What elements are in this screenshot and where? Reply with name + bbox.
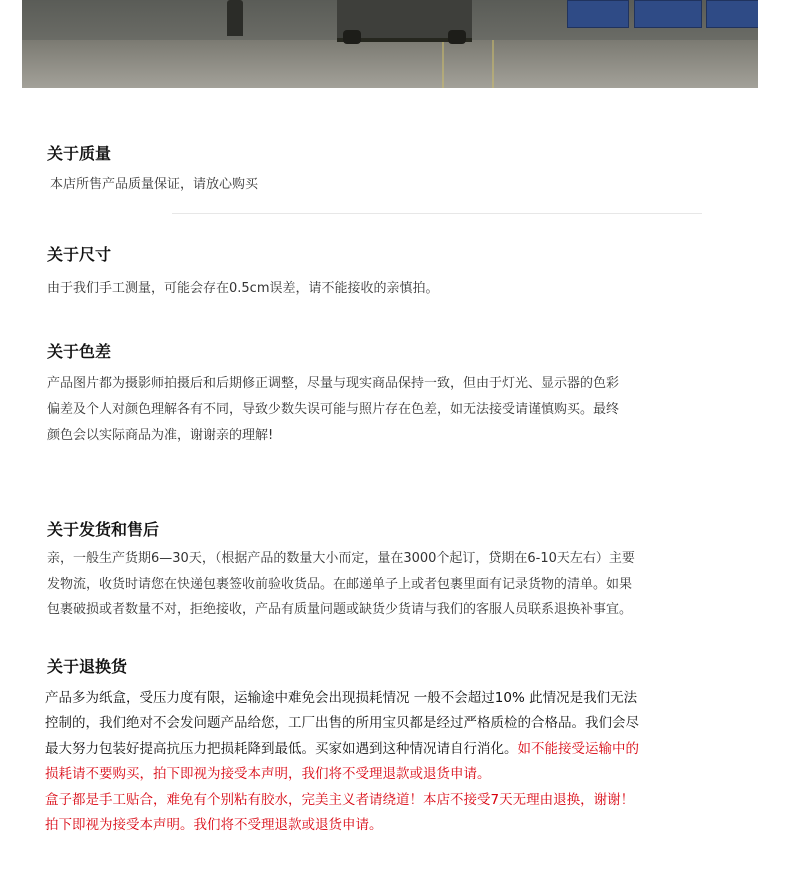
quality-text: 本店所售产品质量保证，请放心购买 <box>50 177 259 192</box>
returns-warning-text: 如不能接受运输中的 <box>517 741 639 757</box>
shipping-text-line: 亲，一般生产货期6—30天，（根据产品的数量大小而定，量在3000个起订，贷期在6-10天左右）主要 <box>47 551 635 566</box>
shipping-heading: 关于发货和售后 <box>47 520 160 539</box>
returns-warning-line: 盒子都是手工贴合，难免有个别粘有胶水，完美主义者请绕道！本店不接受7天无理由退换，谢谢！ <box>45 792 635 808</box>
returns-text-line <box>45 737 639 763</box>
returns-text-plain: 最大努力包装好提高抗压力把损耗降到最低。买家如遇到这种情况请自行消化。 <box>45 741 518 757</box>
warehouse-photo <box>22 0 758 88</box>
returns-text-line: 产品多为纸盒，受压力度有限，运输途中难免会出现损耗情况 一般不会超过10% 此情况是我们无法 <box>45 690 638 706</box>
color-heading: 关于色差 <box>47 342 112 361</box>
section-divider <box>172 213 702 214</box>
shipping-text-line: 发物流，收货时请您在快递包裹签收前验收货品。在邮递单子上或者包裹里面有记录货物的清单。如果 <box>47 577 633 592</box>
photo-floor <box>22 40 758 88</box>
photo-truck <box>337 0 472 42</box>
returns-warning-line: 损耗请不要购买，拍下即视为接受本声明，我们将不受理退款或退货申请。 <box>45 766 491 782</box>
returns-heading: 关于退换货 <box>47 657 128 676</box>
color-text-line: 产品图片都为摄影师拍摄后和后期修正调整，尽量与现实商品保持一致，但由于灯光、显示器的色彩 <box>47 376 620 391</box>
photo-crate <box>706 0 758 28</box>
shipping-text-line: 包裹破损或者数量不对，拒绝接收，产品有质量问题或缺货少货请与我们的客服人员联系退换补事宜。 <box>47 602 633 617</box>
returns-text-line: 控制的，我们绝对不会发问题产品给您，工厂出售的所用宝贝都是经过严格质检的合格品。我们会尽 <box>45 715 639 731</box>
size-heading: 关于尺寸 <box>47 245 112 264</box>
quality-heading: 关于质量 <box>47 144 112 163</box>
photo-floor-stripe <box>442 40 444 88</box>
photo-worker <box>227 0 243 36</box>
size-text: 由于我们手工测量，可能会存在0.5cm误差，请不能接收的亲慎拍。 <box>47 281 439 296</box>
photo-crate <box>567 0 629 28</box>
returns-warning-line: 拍下即视为接受本声明。我们将不受理退款或退货申请。 <box>45 817 383 833</box>
photo-floor-stripe <box>492 40 494 88</box>
color-text-line: 偏差及个人对颜色理解各有不同，导致少数失误可能与照片存在色差，如无法接受请谨慎购买。最终 <box>47 402 620 417</box>
color-text-line: 颜色会以实际商品为准，谢谢亲的理解! <box>47 428 274 443</box>
photo-crate <box>634 0 702 28</box>
